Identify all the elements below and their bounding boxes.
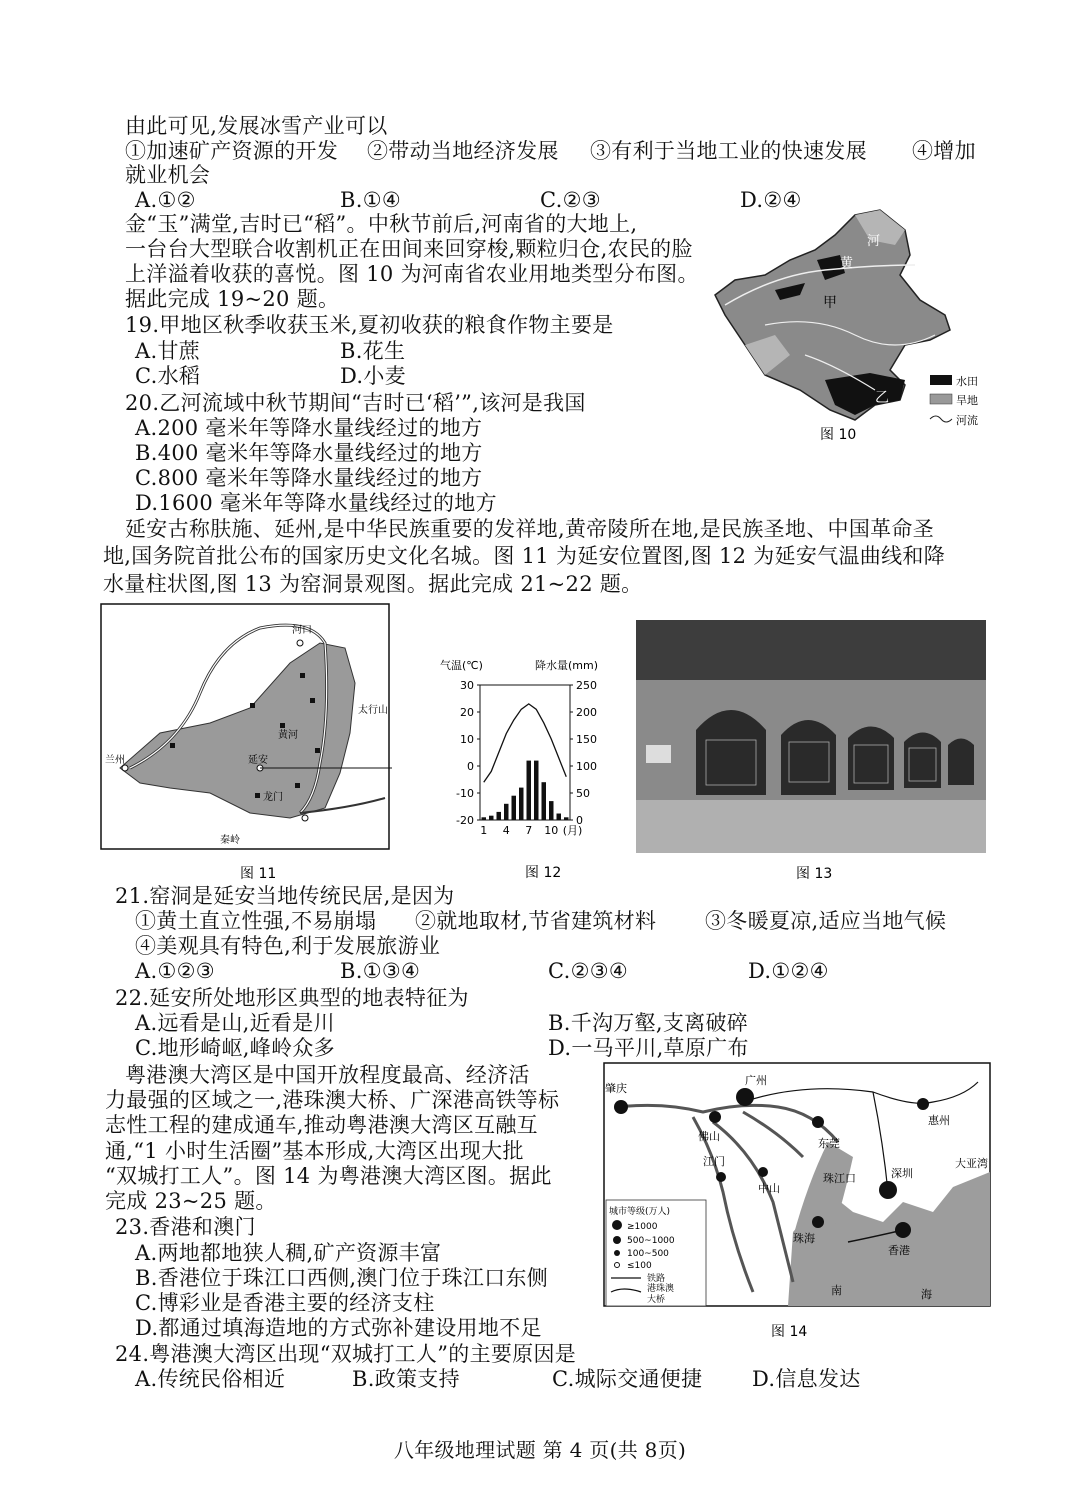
q20-choice-d: D.1600 毫米年等降水量线经过的地方 xyxy=(135,491,497,515)
q20-choice-a: A.200 毫米年等降水量线经过的地方 xyxy=(135,416,483,440)
precip-bar xyxy=(512,796,517,820)
q19-choice-a: A.甘蔗 xyxy=(135,339,201,363)
temp-line xyxy=(484,704,567,782)
hekou-marker xyxy=(297,640,303,646)
passage3-line: 通,“1 小时生活圈”基本形成,大湾区出现大批 xyxy=(105,1139,524,1163)
q18-option-4-cont: 就业机会 xyxy=(125,163,211,187)
passage3-line: “双城打工人”。图 14 为粤港澳大湾区图。据此 xyxy=(105,1164,552,1188)
label-shenzhen: 深圳 xyxy=(891,1167,913,1180)
q21-stem: 21.窑洞是延安当地传统民居,是因为 xyxy=(115,884,455,908)
q23-stem: 23.香港和澳门 xyxy=(115,1215,256,1239)
legend-river-swatch xyxy=(930,416,952,422)
huizhou-dot xyxy=(917,1098,929,1110)
precip-bar xyxy=(549,801,554,820)
legend-lv4: ≤100 xyxy=(627,1261,652,1271)
temp-tick-label: 30 xyxy=(460,679,474,692)
q18-choice-c: C.②③ xyxy=(540,188,601,212)
precip-bar xyxy=(489,816,494,820)
foshan-dot xyxy=(709,1111,721,1123)
temp-tick-label: -10 xyxy=(456,787,474,800)
map-label-yi: 乙 xyxy=(875,390,889,406)
passage1-line: 据此完成 19~20 题。 xyxy=(125,287,340,311)
label-taihang: 太行山 xyxy=(358,705,388,716)
legend-paddy-swatch xyxy=(930,375,952,385)
label-dayawan: 大亚湾 xyxy=(955,1157,988,1170)
q21-option-4: ④美观具有特色,利于发展旅游业 xyxy=(135,934,441,958)
legend-title: 城市等级(万人) xyxy=(609,1207,671,1217)
passage2-line: 地,国务院首批公布的国家历史文化名城。图 11 为延安位置图,图 12 为延安气温曲线和降 xyxy=(103,544,945,568)
q18-lead: 由此可见,发展冰雪产业可以 xyxy=(125,114,388,138)
precip-axis-label: 降水量(mm) xyxy=(535,659,599,672)
q21-choice-b: B.①③④ xyxy=(340,959,421,983)
q19-choice-d: D.小麦 xyxy=(340,364,406,388)
label-longmen: 龙门 xyxy=(263,792,283,803)
figure-10-henan-map xyxy=(705,205,990,445)
q24-stem: 24.粤港澳大湾区出现“双城打工人”的主要原因是 xyxy=(115,1342,577,1366)
shanzhou-marker xyxy=(302,815,308,821)
q19-stem: 19.甲地区秋季收获玉米,夏初收获的粮食作物主要是 xyxy=(125,313,614,337)
q21-choice-a: A.①②③ xyxy=(135,959,215,983)
label-lanzhou: 兰州 xyxy=(105,755,125,766)
figure-12-caption: 图 12 xyxy=(525,865,562,881)
precip-bar xyxy=(564,817,569,820)
q24-choice-a: A.传统民俗相近 xyxy=(135,1367,286,1391)
q18-option-3: ③有利于当地工业的快速发展 xyxy=(590,139,867,163)
legend-lv2: 500~1000 xyxy=(627,1236,675,1246)
precip-bar xyxy=(519,788,524,820)
shenzhen-dot xyxy=(879,1181,897,1199)
hongkong-dot xyxy=(895,1222,911,1238)
q21-choice-d: D.①②④ xyxy=(748,959,829,983)
legend-railway: 铁路 xyxy=(647,1274,666,1284)
q22-choice-a: A.远看是山,近看是川 xyxy=(135,1011,335,1035)
passage2-line: 延安古称肤施、延州,是中华民族重要的发祥地,黄帝陵所在地,是民族圣地、中国革命圣 xyxy=(125,517,935,541)
precip-tick-label: 200 xyxy=(576,706,597,719)
label-huizhou: 惠州 xyxy=(928,1114,950,1127)
map-label-huang: 黄 xyxy=(840,256,854,271)
q18-option-4: ④增加 xyxy=(912,139,976,163)
label-jiangmen: 江门 xyxy=(703,1155,725,1168)
month-tick-label: 4 xyxy=(502,824,510,837)
figure-11-caption: 图 11 xyxy=(240,866,277,882)
precip-tick-label: 250 xyxy=(576,679,597,692)
map-label-jia: 甲 xyxy=(823,295,837,311)
precip-tick-label: 50 xyxy=(576,787,590,800)
precip-bar xyxy=(482,817,487,820)
precip-bar xyxy=(557,814,562,820)
q22-choice-b: B.千沟万壑,支离破碎 xyxy=(548,1011,749,1035)
q18-choice-a: A.①② xyxy=(135,188,196,212)
q21-option-1: ①黄土直立性强,不易崩塌 xyxy=(135,909,377,933)
precip-bar xyxy=(527,761,532,820)
legend-bridge-1: 港珠澳 xyxy=(647,1284,675,1294)
q19-choice-c: C.水稻 xyxy=(135,364,201,388)
figure-13-cave-dwelling-photo xyxy=(636,620,986,885)
label-zhuhai: 珠海 xyxy=(793,1232,815,1245)
q21-option-2: ②就地取材,节省建筑材料 xyxy=(415,909,657,933)
q22-choice-d: D.一马平川,草原广布 xyxy=(548,1036,749,1060)
temp-tick-label: 20 xyxy=(460,706,474,719)
q18-choice-d: D.②④ xyxy=(740,188,802,212)
page-footer: 八年级地理试题 第 4 页(共 8页) xyxy=(393,1438,687,1462)
label-foshan: 佛山 xyxy=(698,1130,720,1143)
legend-dry-label: 旱地 xyxy=(956,394,978,407)
passage1-line: 金“玉”满堂,吉时已“稻”。中秋节前后,河南省的大地上, xyxy=(125,212,638,236)
precip-bar xyxy=(542,782,547,820)
q18-option-2: ②带动当地经济发展 xyxy=(367,139,559,163)
figure-10-caption: 图 10 xyxy=(820,427,857,443)
precip-tick-label: 100 xyxy=(576,760,597,773)
q18-choice-b: B.①④ xyxy=(340,188,401,212)
legend-paddy-label: 水田 xyxy=(956,375,978,388)
precip-bar xyxy=(534,761,539,820)
q22-stem: 22.延安所处地形区典型的地表特征为 xyxy=(115,986,469,1010)
legend-dry-swatch xyxy=(930,394,952,404)
q22-choice-c: C.地形崎岖,峰岭众多 xyxy=(135,1036,335,1060)
passage1-line: 一台台大型联合收割机正在田间来回穿梭,颗粒归仓,农民的脸 xyxy=(125,237,693,261)
q23-choice-b: B.香港位于珠江口西侧,澳门位于珠江口东侧 xyxy=(135,1266,549,1290)
chart-plot-area xyxy=(456,679,597,837)
q24-choice-c: C.城际交通便捷 xyxy=(552,1367,703,1391)
label-zhongshan: 中山 xyxy=(758,1182,780,1195)
q19-choice-b: B.花生 xyxy=(340,339,406,363)
q23-choice-a: A.两地都地狭人稠,矿产资源丰富 xyxy=(135,1241,442,1265)
label-huanghe: 黄河 xyxy=(278,730,298,741)
figure-12-climate-chart xyxy=(440,655,610,883)
month-unit-label: (月) xyxy=(562,824,583,837)
q18-option-1: ①加速矿产资源的开发 xyxy=(125,139,338,163)
passage3-line: 完成 23~25 题。 xyxy=(105,1189,277,1213)
q24-choice-d: D.信息发达 xyxy=(752,1367,861,1391)
precip-tick-label: 150 xyxy=(576,733,597,746)
label-xianggang: 香港 xyxy=(888,1244,910,1257)
label-hekou: 河口 xyxy=(292,625,312,636)
q23-choice-d: D.都通过填海造地的方式弥补建设用地不足 xyxy=(135,1316,542,1340)
figure-14-bay-area-map xyxy=(603,1062,993,1342)
q21-option-3: ③冬暖夏凉,适应当地气候 xyxy=(705,909,947,933)
q24-choice-b: B.政策支持 xyxy=(352,1367,460,1391)
passage2-line: 水量柱状图,图 13 为窑洞景观图。据此完成 21~22 题。 xyxy=(103,572,643,596)
temp-axis-label: 气温(℃) xyxy=(440,659,483,672)
label-zhaoqing: 肇庆 xyxy=(605,1082,627,1095)
q23-choice-c: C.博彩业是香港主要的经济支柱 xyxy=(135,1291,435,1315)
q21-choice-c: C.②③④ xyxy=(548,959,628,983)
label-yanan: 延安 xyxy=(248,755,268,766)
passage3-line: 力最强的区域之一,港珠澳大桥、广深港高铁等标 xyxy=(105,1088,560,1112)
q20-choice-b: B.400 毫米年等降水量线经过的地方 xyxy=(135,441,483,465)
figure-11-yanan-map xyxy=(100,603,392,883)
passage3-line: 志性工程的建成通车,推动粤港澳大湾区互融互 xyxy=(105,1113,538,1137)
label-dongguan: 东莞 xyxy=(818,1137,840,1150)
figure-13-caption: 图 13 xyxy=(796,866,833,882)
label-hai: 海 xyxy=(921,1288,932,1301)
label-zhujiangkou: 珠江口 xyxy=(823,1172,856,1185)
precip-tick-label: 0 xyxy=(576,814,583,827)
zhongshan-dot xyxy=(758,1167,768,1177)
passage3-line: 粤港澳大湾区是中国开放程度最高、经济活 xyxy=(125,1063,530,1087)
zhaoqing-dot xyxy=(614,1100,628,1114)
temp-tick-label: -20 xyxy=(456,814,474,827)
guangzhou-dot xyxy=(736,1088,754,1106)
legend-lv1: ≥1000 xyxy=(627,1222,658,1232)
q20-choice-c: C.800 毫米年等降水量线经过的地方 xyxy=(135,466,483,490)
passage1-line: 上洋溢着收获的喜悦。图 10 为河南省农业用地类型分布图。 xyxy=(125,262,699,286)
map-label-he: 河 xyxy=(867,234,881,249)
legend-river-label: 河流 xyxy=(956,414,978,427)
temp-tick-label: 0 xyxy=(467,760,474,773)
label-qinling: 秦岭 xyxy=(220,835,240,846)
precip-bar xyxy=(497,812,502,820)
legend-lv3: 100~500 xyxy=(627,1249,669,1259)
month-tick-label: 7 xyxy=(525,824,533,837)
figure-14-caption: 图 14 xyxy=(771,1324,808,1340)
month-tick-label: 10 xyxy=(544,824,559,837)
jiangmen-dot xyxy=(716,1172,726,1182)
label-guangzhou: 广州 xyxy=(745,1074,767,1087)
q20-stem: 20.乙河流域中秋节期间“吉时已‘稻’”,该河是我国 xyxy=(125,391,586,415)
dongguan-dot xyxy=(812,1116,824,1128)
zhuhai-dot xyxy=(812,1216,824,1228)
month-tick-label: 1 xyxy=(480,824,488,837)
temp-tick-label: 10 xyxy=(460,733,474,746)
precip-bar xyxy=(504,804,509,820)
legend-bridge-2: 大桥 xyxy=(647,1295,666,1305)
label-nan: 南 xyxy=(831,1284,842,1297)
